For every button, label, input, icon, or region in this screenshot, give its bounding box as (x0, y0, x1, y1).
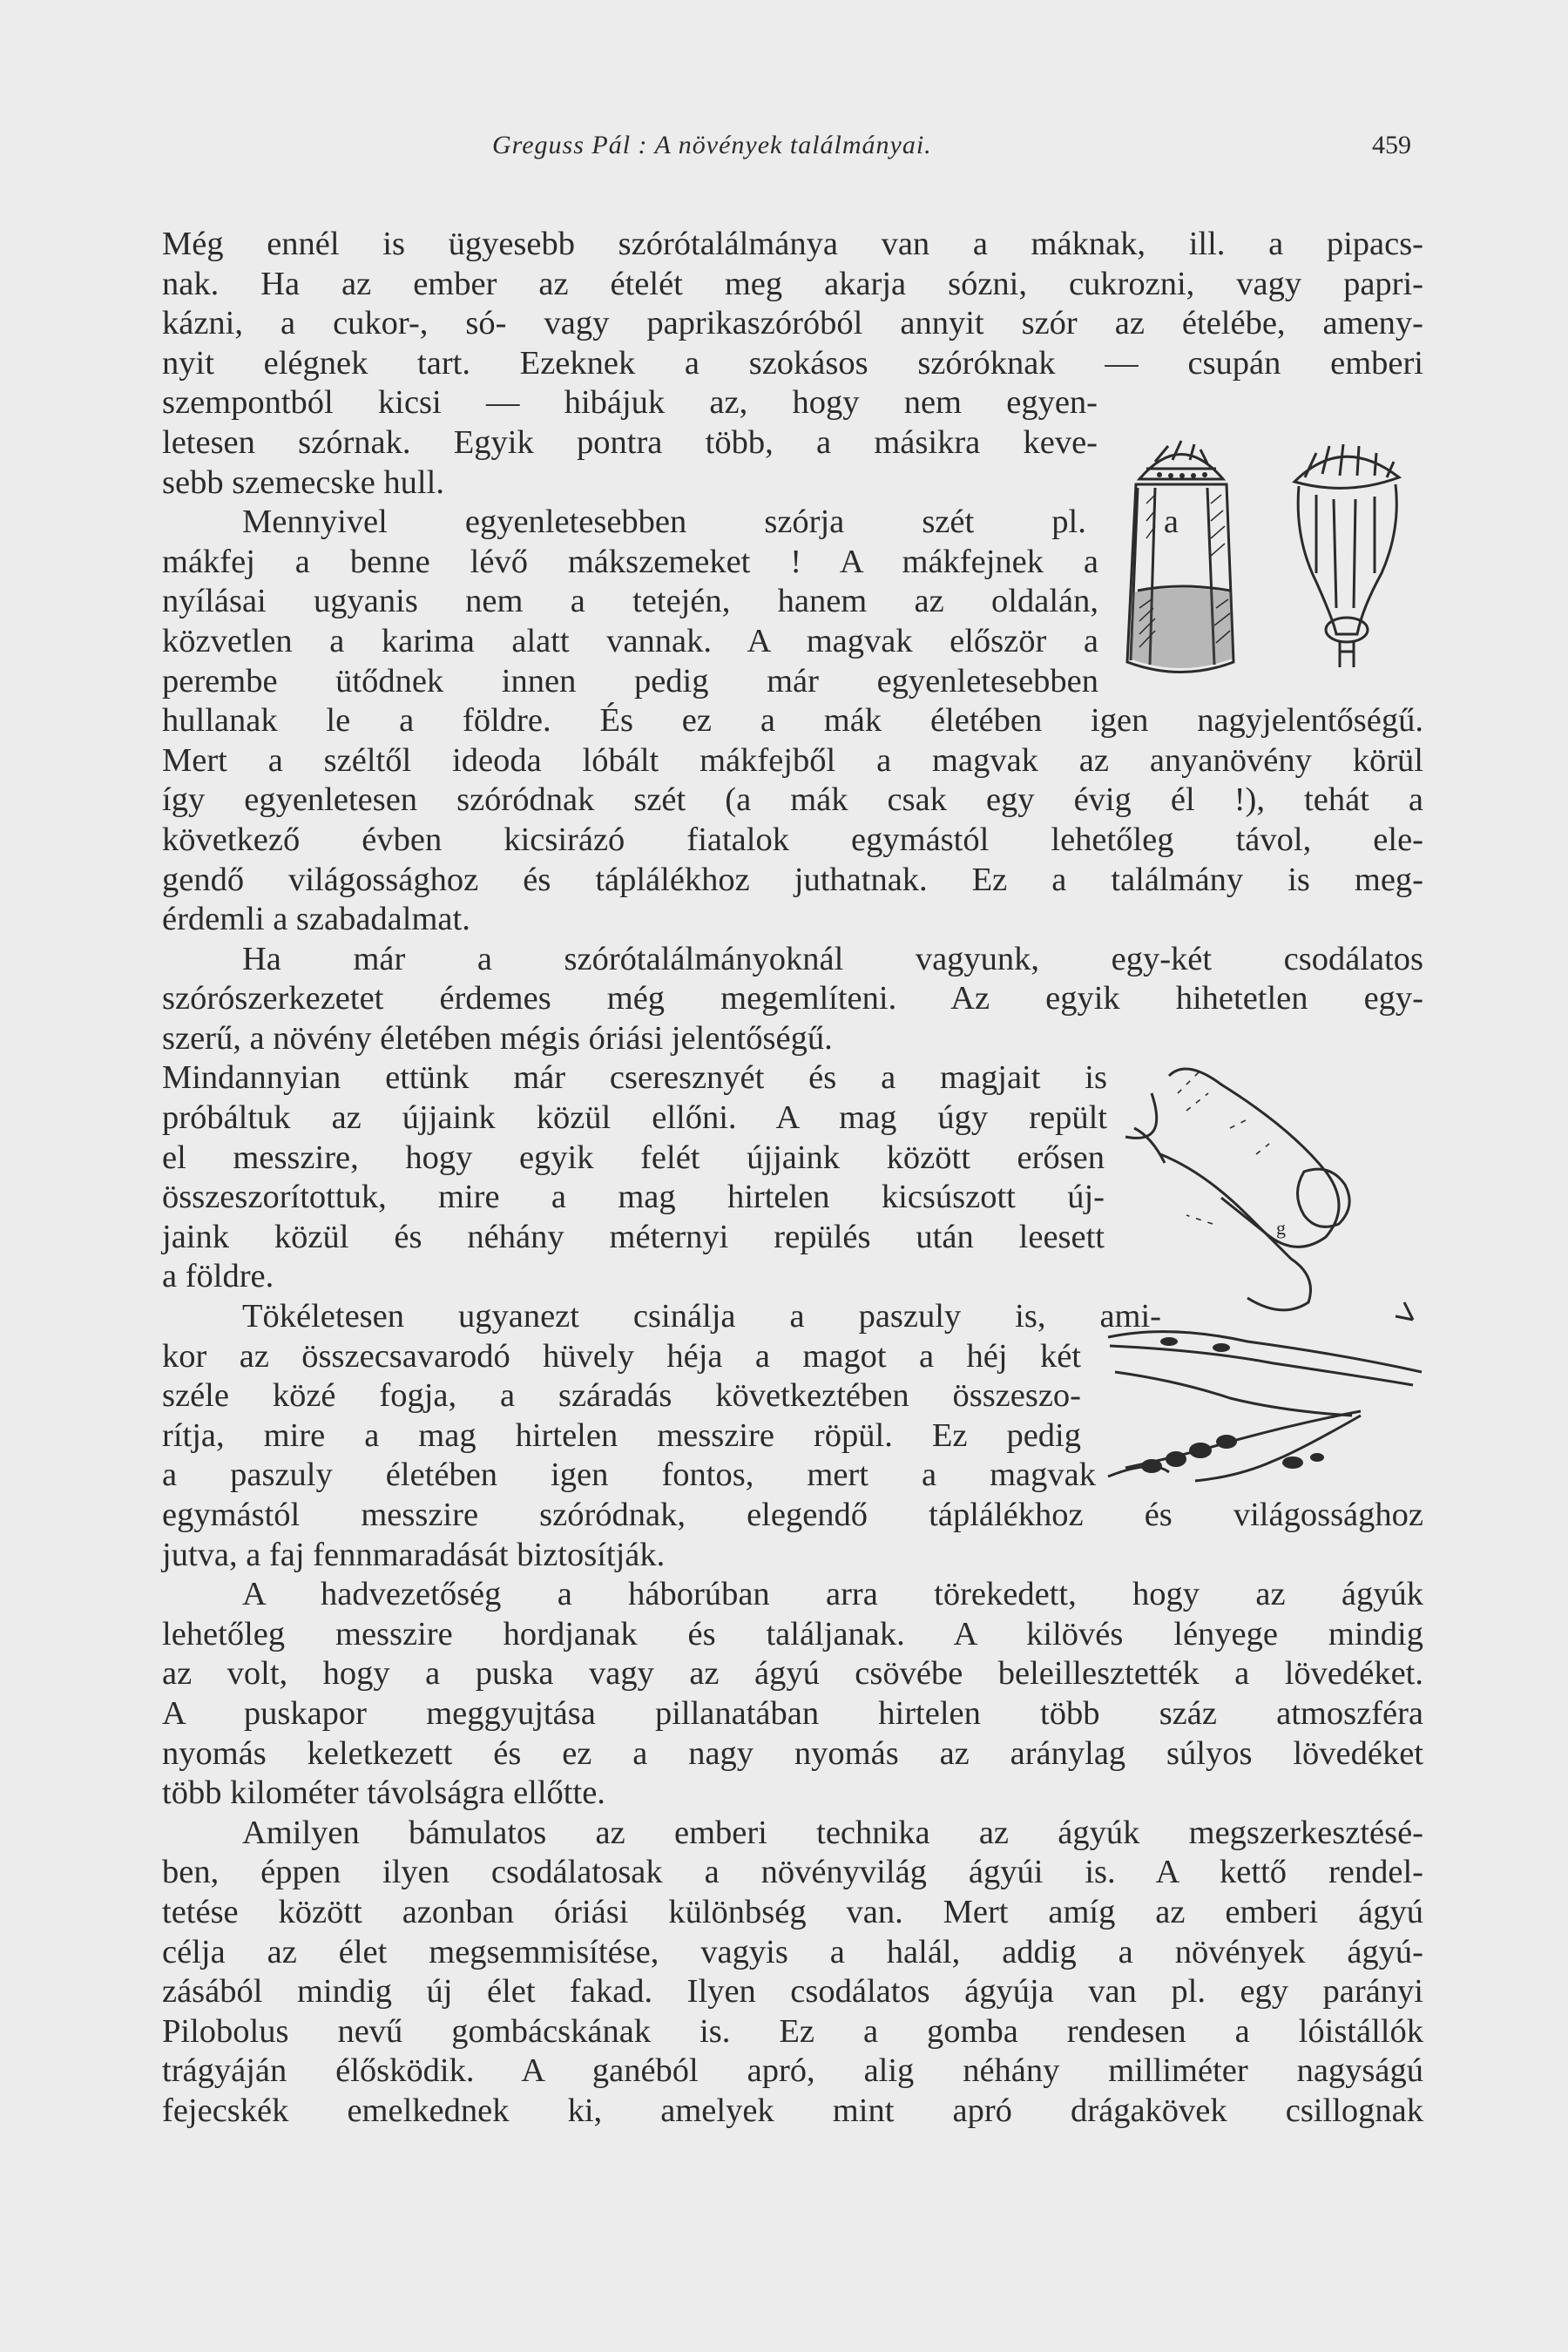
text-line: szórószerkezetet érdemes még megemlíteni. Az egyik hihetetlen egy- (162, 980, 1423, 1017)
text-line: el messzire, hogy egyik felét újjaink között erősen (162, 1139, 1105, 1176)
text-line: fejecskék emelkednek ki, amelyek mint apró drágakövek csillognak (162, 2092, 1423, 2129)
text-line: közvetlen a karima alatt vannak. A magvak először a (162, 622, 1098, 659)
svg-text:g: g (1276, 1217, 1286, 1239)
text-line: próbáltuk az újjaink közül ellőni. A mag úgy repült (162, 1099, 1107, 1137)
text-line: kázni, a cukor-, só- vagy paprikaszóróból annyit szór az ételébe, ameny- (162, 305, 1423, 342)
text-line: nyomás keletkezett és ez a nagy nyomás az aránylag súlyos lövedéket (162, 1734, 1423, 1772)
text-line: az volt, hogy a puska vagy az ágyú csövébe beleillesztették a lövedéket. (162, 1655, 1423, 1693)
text-line: nak. Ha az ember az ételét meg akarja sózni, cukrozni, vagy papri- (162, 265, 1423, 302)
text-line: Amilyen bámulatos az emberi technika az ágyúk megszerkesztésé- (242, 1814, 1423, 1851)
text-line: összeszorítottuk, mire a mag hirtelen kicsúszott új- (162, 1179, 1105, 1216)
text-line: hullanak le a földre. És ez a mák életében igen nagyjelentőségű. (162, 702, 1423, 740)
text-line: letesen szórnak. Egyik pontra több, a másikra keve- (162, 423, 1098, 461)
text-line: A hadvezetőség a háborúban arra törekedett, hogy az ágyúk (242, 1576, 1423, 1613)
cherry-seed-fingers-illustration (1117, 1041, 1430, 1337)
text-line: sebb szemecske hull. (162, 463, 444, 501)
text-line: szempontból kicsi — hibájuk az, hogy nem egyen- (162, 384, 1098, 422)
text-line: a földre. (162, 1258, 274, 1295)
text-line: Pilobolus nevű gombácskának is. Ez a gomba rendesen a lóistállók (162, 2012, 1423, 2050)
text-line: Ha már a szórótalálmányoknál vagyunk, egy-két csodálatos (242, 940, 1423, 977)
text-line: A puskapor meggyujtása pillanatában hirtelen több száz atmoszféra (162, 1694, 1423, 1732)
running-title: Greguss Pál : A növények találmányai. (492, 131, 932, 159)
text-line: Még ennél is ügyesebb szórótalálmánya van a máknak, ill. a pipacs- (162, 226, 1423, 262)
page-number: 459 (1372, 131, 1411, 159)
text-line: Mennyivel egyenletesebben szórja szét pl. a (242, 504, 1179, 541)
text-line: következő évben kicsirázó fiatalok egymástól lehetőleg távol, ele- (162, 821, 1423, 858)
text-line: lehetőleg messzire hordjanak és találjanak. A kilövés lényege mindig (162, 1615, 1423, 1652)
text-line: így egyenletesen szóródnak szét (a mák csak egy évig él !), tehát a (162, 781, 1423, 819)
text-line: több kilométer távolságra ellőtte. (162, 1774, 605, 1812)
text-line: trágyáján élősködik. A ganéból apró, alig néhány milliméter nagyságú (162, 2052, 1423, 2090)
text-line: jutva, a faj fennmaradását biztosítják. (162, 1536, 666, 1573)
text-line: a paszuly életében igen fontos, mert a magvak (162, 1456, 1096, 1494)
shaker-and-poppy-illustration (1120, 434, 1416, 700)
text-line: szerű, a növény életében mégis óriási jelentőségű. (162, 1019, 833, 1057)
text-line: Mert a széltől ideoda lóbált mákfejből a magvak az anyanövény körül (162, 741, 1423, 779)
text-line: ben, éppen ilyen csodálatosak a növényvilág ágyúi is. A kettő rendel- (162, 1854, 1423, 1891)
text-line: nyílásai ugyanis nem a tetején, hanem az oldalán, (162, 583, 1098, 620)
text-line: érdemli a szabadalmat. (162, 901, 470, 938)
text-line: tetése között azonban óriási különbség van. Mert amíg az emberi ágyú (162, 1893, 1423, 1930)
text-line: széle közé fogja, a száradás következtében összeszo- (162, 1377, 1081, 1415)
text-line: nyit elégnek tart. Ezeknek a szokásos szóróknak — csupán emberi (162, 344, 1423, 382)
text-line: zásából mindig új élet fakad. Ilyen csodálatos ágyúja van pl. egy parányi (162, 1973, 1423, 2011)
text-line: perembe ütődnek innen pedig már egyenletesebben (162, 662, 1098, 700)
text-line: mákfej a benne lévő mákszemeket ! A mákfejnek a (162, 543, 1098, 580)
text-line: Tökéletesen ugyanezt csinálja a paszuly is, ami- (242, 1298, 1161, 1335)
text-line: egymástól messzire szóródnak, elegendő táplálékhoz és világossághoz (162, 1497, 1423, 1533)
text-line: Mindannyian ettünk már cseresznyét és a magjait is (162, 1059, 1107, 1097)
text-line: rítja, mire a mag hirtelen messzire röpül. Ez pedig (162, 1416, 1081, 1454)
bean-pod-illustration (1099, 1320, 1430, 1494)
text-line: kor az összecsavarodó hüvely héja a magot a héj két (162, 1337, 1081, 1375)
text-line: jaink közül és néhány méternyi repülés után leesett (162, 1218, 1105, 1255)
text-line: gendő világossághoz és táplálékhoz juthatnak. Ez a találmány is meg- (162, 861, 1423, 898)
text-line: célja az élet megsemmisítése, vagyis a halál, addig a növények ágyú- (162, 1933, 1423, 1970)
